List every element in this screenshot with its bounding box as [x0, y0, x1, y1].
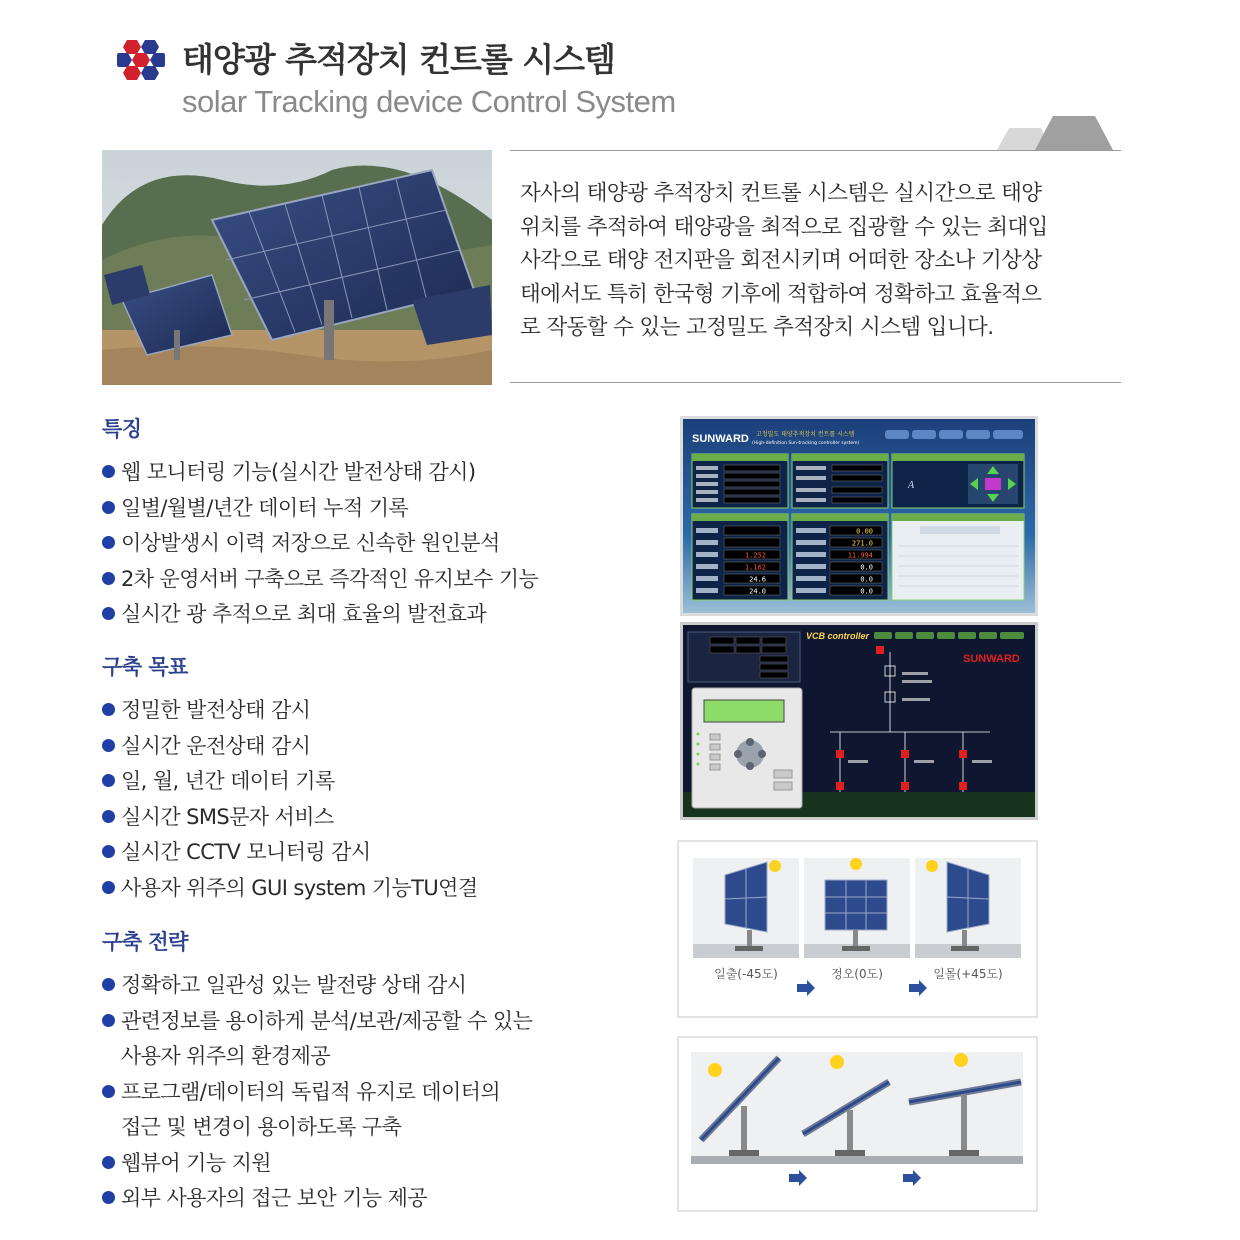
bullet-icon: [102, 572, 115, 585]
bullet-icon: [102, 774, 115, 787]
divider-bottom: [510, 382, 1121, 383]
list-item: 2차 운영서버 구축으로 즉각적인 유지보수 기능: [102, 562, 538, 598]
section-title: 구축 목표: [102, 655, 188, 679]
list-item-continuation: 접근 및 변경이 용이하도록 구축: [121, 1115, 402, 1139]
bullet-icon: [102, 501, 115, 514]
bullet-icon: [102, 845, 115, 858]
screen1-value: 271.0: [851, 539, 873, 548]
list-item: 정확하고 일관성 있는 발전량 상태 감시: [102, 968, 532, 1004]
seasonal-tilt-diagram: [677, 1036, 1038, 1212]
list-item: 실시간 광 추적으로 최대 효율의 발전효과: [102, 597, 538, 633]
screen1-value: 1.252: [744, 551, 766, 560]
list-item: 관련정보를 용이하게 분석/보관/제공할 수 있는: [102, 1004, 532, 1040]
list-item-continuation: 사용자 위주의 환경제공: [121, 1044, 331, 1068]
diagram-label: 일출(-45도): [714, 967, 778, 981]
screen1-value: 0.0: [860, 587, 873, 596]
list-item: 실시간 운전상태 감시: [102, 729, 478, 765]
monitoring-screen-figure: [680, 416, 1038, 616]
screen1-brand: SUNWARD: [692, 433, 749, 445]
intro-line: 태에서도 특히 한국형 기후에 적합하여 정확하고 효율적으: [520, 281, 1042, 307]
bullet-icon: [102, 703, 115, 716]
screen2-title: VCB controller: [806, 631, 870, 641]
section-title: 구축 전략: [102, 930, 188, 954]
bullet-icon: [102, 1085, 115, 1098]
solar-tracker-photo: [102, 150, 492, 385]
screen1-value: 0.00: [856, 527, 873, 536]
diagram-label: 일몰(+45도): [933, 967, 1003, 981]
screen1-value: 0.0: [860, 563, 873, 572]
list-item: 일, 월, 년간 데이터 기록: [102, 764, 478, 800]
goals-section: [102, 651, 478, 906]
list-item: 웹뷰어 기능 지원: [102, 1146, 532, 1182]
vcb-controller-screen-figure: [680, 622, 1038, 820]
diagram-label: 정오(0도): [831, 967, 883, 981]
screen1-value: 11.994: [847, 551, 873, 560]
bullet-icon: [102, 1191, 115, 1204]
list-item: 실시간 CCTV 모니터링 감시: [102, 835, 478, 871]
intro-line: 사각으로 태양 전지판을 회전시키며 어떠한 장소나 기상상: [520, 248, 1042, 273]
svg-text:A: A: [908, 480, 915, 491]
screen1-title: 고정밀도 태양추적장치 컨트롤 시스템: [756, 431, 855, 438]
screen1-value: 0.0: [860, 575, 873, 584]
intro-line: 위치를 추적하여 태양광을 최적으로 집광할 수 있는 최대입: [520, 214, 1048, 240]
section-title: 특징: [102, 417, 142, 441]
bullet-icon: [102, 1014, 115, 1027]
features-section: [102, 413, 538, 633]
list-item: 외부 사용자의 접근 보안 기능 제공: [102, 1181, 532, 1217]
bullet-icon: [102, 1156, 115, 1169]
intro-paragraph: [520, 177, 1110, 345]
bullet-icon: [102, 739, 115, 752]
screen2-brand: SUNWARD: [963, 653, 1020, 665]
bullet-icon: [102, 978, 115, 991]
page-subtitle: solar Tracking device Control System: [182, 84, 676, 119]
screen1-value: 24.0: [749, 587, 766, 596]
bullet-icon: [102, 607, 115, 620]
list-item: 프로그램/데이터의 독립적 유지로 데이터의: [102, 1075, 532, 1111]
list-item: 실시간 SMS문자 서비스: [102, 800, 478, 836]
screen1-subtitle: (High-definition Sun-tracking controller system): [752, 441, 860, 446]
intro-line: 자사의 태양광 추적장치 컨트롤 시스템은 실시간으로 태양: [520, 181, 1042, 206]
intro-line: 로 작동할 수 있는 고정밀도 추적장치 시스템 입니다.: [520, 315, 994, 340]
bullet-icon: [102, 536, 115, 549]
daily-rotation-diagram: [677, 840, 1038, 1018]
strategy-section: [102, 926, 532, 1217]
list-item: 사용자 위주의 GUI system 기능TU연결: [102, 871, 478, 907]
bullet-icon: [102, 881, 115, 894]
screen1-value: 1.162: [744, 563, 766, 572]
company-logo: [117, 40, 165, 80]
divider-top: [510, 150, 1121, 151]
bullet-icon: [102, 810, 115, 823]
page-title: 태양광 추적장치 컨트롤 시스템: [182, 40, 615, 79]
list-item: 일별/월별/년간 데이터 누적 기록: [102, 491, 538, 527]
list-item: 웹 모니터링 기능(실시간 발전상태 감시): [102, 455, 538, 491]
header-decoration: [995, 114, 1115, 152]
list-item: 이상발생시 이력 저장으로 신속한 원인분석: [102, 526, 538, 562]
bullet-icon: [102, 465, 115, 478]
list-item: 정밀한 발전상태 감시: [102, 693, 478, 729]
screen1-value: 24.6: [749, 575, 766, 584]
